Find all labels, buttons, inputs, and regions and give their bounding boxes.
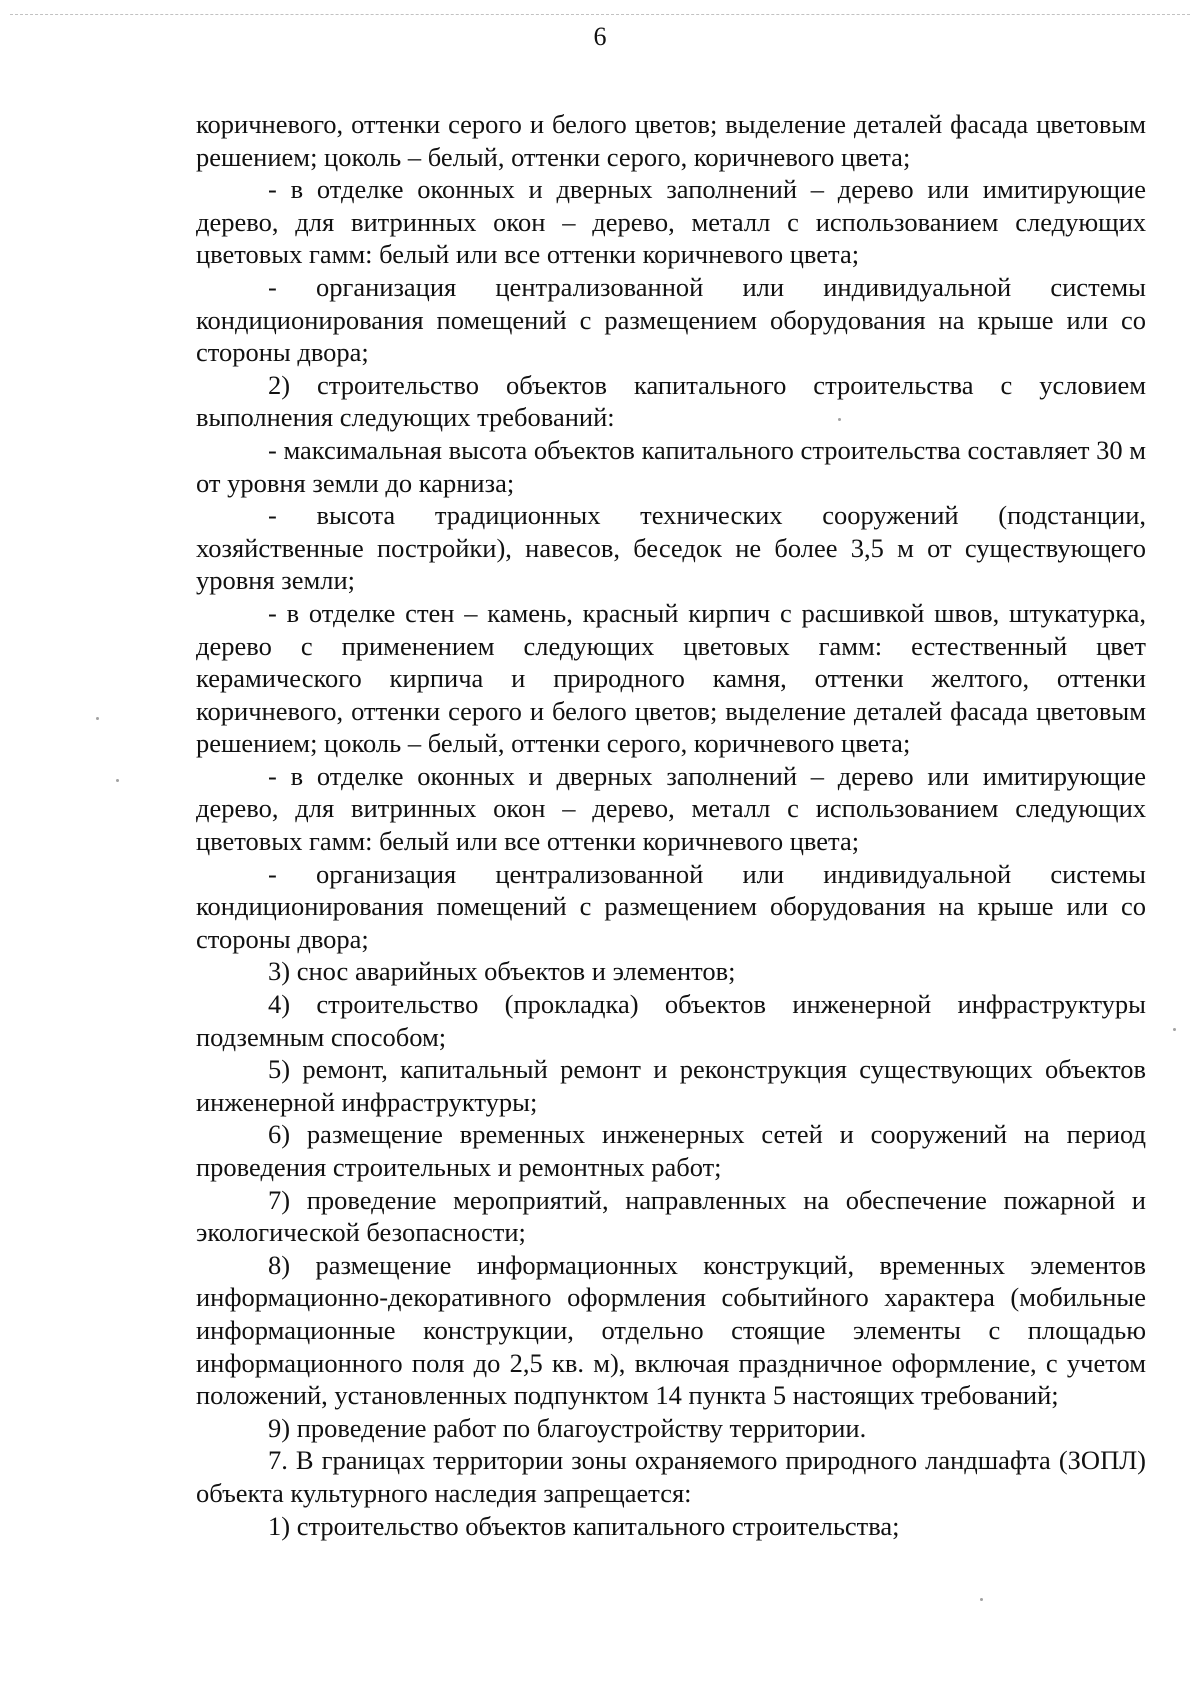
- paragraph: 6) размещение временных инженерных сетей и сооружений на период проведения строительных и ремонтных работ;: [196, 1119, 1146, 1182]
- paragraph: - в отделке оконных и дверных заполнений – дерево или имитирующие дерево, для витринных окон – дерево, металл с использованием следующих цветовых гамм: белый или все оттенки коричневого цвета;: [196, 174, 1146, 270]
- paragraph: - высота традиционных технических сооружений (подстанции, хозяйственные постройки), навесов, беседок не более 3,5 м от существующего уровня земли;: [196, 500, 1146, 596]
- paragraph: - в отделке стен – камень, красный кирпич с расшивкой швов, штукатурка, дерево с применением следующих цветовых гамм: естественный цвет керамического кирпича и природного камня, оттенки желтого, оттенки коричневого, оттенки серого и белого цветов; выделение деталей фасада цветовым решением; цоколь – белый, оттенки серого, коричневого цвета;: [196, 597, 1146, 759]
- paragraph: 7) проведение мероприятий, направленных на обеспечение пожарной и экологической безопасности;: [196, 1184, 1146, 1248]
- paragraph: 2) строительство объектов капитального строительства с условием выполнения следующих требований:: [196, 369, 1146, 433]
- scan-speck: [838, 418, 841, 421]
- scan-speck: [96, 717, 99, 720]
- paragraph: 7. В границах территории зоны охраняемого природного ландшафта (ЗОПЛ) объекта культурного наследия запрещается:: [196, 1445, 1146, 1508]
- scan-speck: [980, 1598, 983, 1601]
- paragraph: 8) размещение информационных конструкций, временных элементов информационно-декоративного оформления событийного характера (мобильные информационные конструкции, отдельно стоящие элементы с площадью информационного поля до 2,5 кв. м), включая праздничное оформление, с учетом положений, установленных подпунктом 14 пункта 5 настоящих требований;: [196, 1249, 1146, 1411]
- scan-speck: [116, 779, 119, 782]
- paragraph: 4) строительство (прокладка) объектов инженерной инфраструктуры подземным способом;: [196, 989, 1146, 1052]
- paragraph: 9) проведение работ по благоустройству территории.: [268, 1412, 867, 1443]
- document-body: [196, 108, 1146, 1542]
- paragraph: - организация централизованной или индивидуальной системы кондиционирования помещений с размещением оборудования на крыше или со стороны двора;: [196, 858, 1146, 954]
- page-number: 6: [593, 22, 607, 51]
- scan-edge-artifact: [10, 14, 1190, 15]
- paragraph: - максимальная высота объектов капитального строительства составляет 30 м от уровня земли до карниза;: [196, 434, 1146, 498]
- paragraph: - организация централизованной или индивидуальной системы кондиционирования помещений с размещением оборудования на крыше или со стороны двора;: [196, 271, 1146, 368]
- paragraph: - в отделке оконных и дверных заполнений – дерево или имитирующие дерево, для витринных окон – дерево, металл с использованием следующих цветовых гамм: белый или все оттенки коричневого цвета;: [196, 760, 1146, 857]
- paragraph: 1) строительство объектов капитального строительства;: [268, 1510, 900, 1541]
- paragraph: коричневого, оттенки серого и белого цветов; выделение деталей фасада цветовым решением; цоколь – белый, оттенки серого, коричневого цвета;: [196, 109, 1146, 172]
- paragraph: 3) снос аварийных объектов и элементов;: [268, 956, 736, 987]
- scan-speck: [1173, 1028, 1176, 1031]
- paragraph: 5) ремонт, капитальный ремонт и реконструкция существующих объектов инженерной инфраструктуры;: [196, 1054, 1146, 1117]
